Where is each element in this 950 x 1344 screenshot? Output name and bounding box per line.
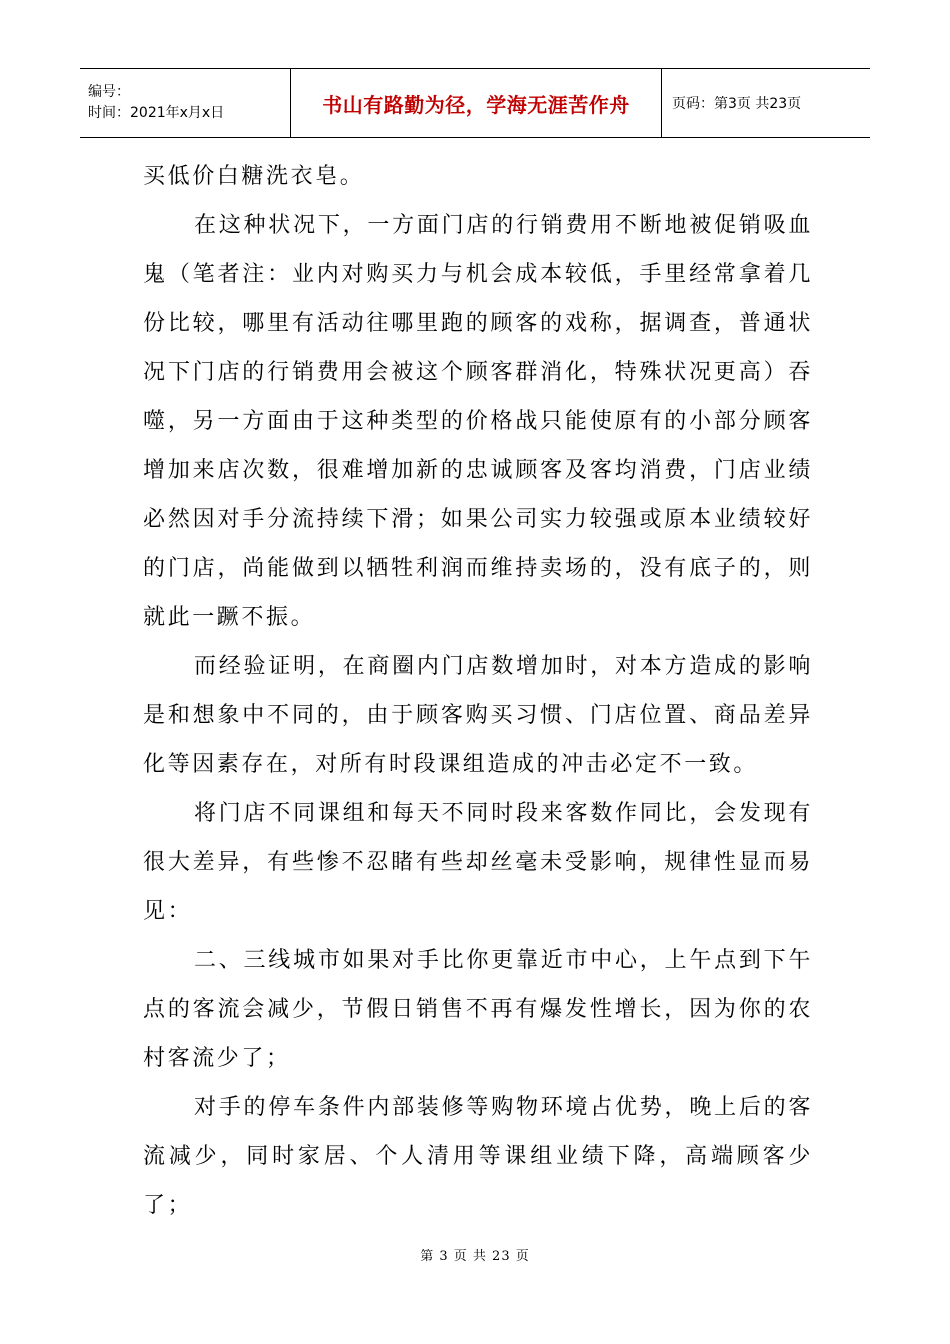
document-number-label: 编号： xyxy=(88,84,130,100)
paragraph: 对手的停车条件内部装修等购物环境占优势，晚上后的客流减少，同时家居、个人清用等课组业绩下降，高端顾客少了； xyxy=(143,1095,813,1218)
header-meta xyxy=(80,69,291,137)
paragraph-continuation: 买低价白糖洗衣皂。 xyxy=(143,164,365,189)
page-header xyxy=(80,68,870,138)
document-body xyxy=(143,152,813,1230)
page-footer: 第 3 页 共 23 页 xyxy=(420,1249,530,1264)
paragraph: 二、三线城市如果对手比你更靠近市中心，上午点到下午点的客流会减少，节假日销售不再有爆发性增长，因为你的农村客流少了； xyxy=(143,948,813,1071)
header-motto: 书山有路勤为径，学海无涯苦作舟 xyxy=(322,92,630,117)
paragraph: 将门店不同课组和每天不同时段来客数作同比，会发现有很大差异，有些惨不忍睹有些却丝毫未受影响，规律性显而易见： xyxy=(143,801,813,924)
header-motto-cell xyxy=(291,69,662,137)
header-page-info: 页码：第3页 共23页 xyxy=(672,96,802,112)
paragraph: 而经验证明，在商圈内门店数增加时，对本方造成的影响是和想象中不同的，由于顾客购买习惯、门店位置、商品差异化等因素存在，对所有时段课组造成的冲击必定不一致。 xyxy=(143,654,813,777)
paragraph: 在这种状况下，一方面门店的行销费用不断地被促销吸血鬼（笔者注：业内对购买力与机会成本较低，手里经常拿着几份比较，哪里有活动往哪里跑的顾客的戏称，据调查，普通状况下门店的行销费用会被这个顾客群消化，特殊状况更高）吞噬，另一方面由于这种类型的价格战只能使原有的小部分顾客增加来店次数，很难增加新的忠诚顾客及客均消费，门店业绩必然因对手分流持续下滑；如果公司实力较强或原本业绩较好的门店，尚能做到以牺牲利润而维持卖场的，没有底子的，则就此一蹶不振。 xyxy=(143,213,813,630)
header-page-info-cell xyxy=(662,69,801,137)
document-time-label: 时间：2021年x月x日 xyxy=(88,105,225,121)
